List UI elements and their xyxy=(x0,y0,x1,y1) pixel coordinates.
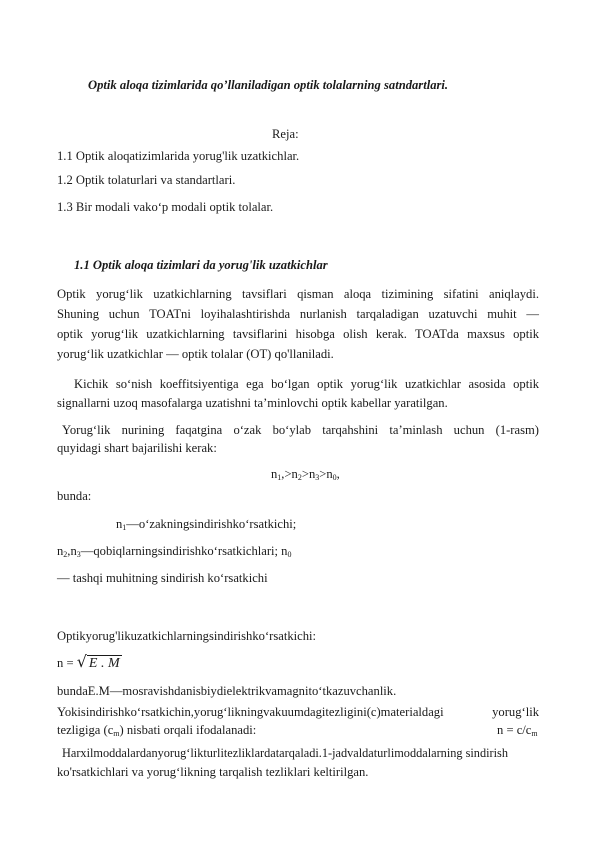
paragraph-line: yorug‘lik uzatkichlar — optik tolalar (OT) qo'llaniladi. xyxy=(57,347,334,361)
speed-formula: $n = c/c_m$ xyxy=(497,723,538,738)
plan-item: 1.3 Bir modali vako‘p modali optik tolalar. xyxy=(57,200,274,214)
paragraph-line: ko'rsatkichlari va yorug‘likning tarqalish tezliklari keltirilgan. xyxy=(57,765,369,779)
paragraph-line: quyidagi shart bajarilishi kerak: xyxy=(57,441,217,455)
plan-item: 1.2 Optik tolaturlari va standartlari. xyxy=(57,173,236,187)
section-heading: 1.1 Optik aloqa tizimlari da yorug'lik uzatkichlar xyxy=(74,258,328,272)
paragraph-line: tezligiga $(c_m)$ nisbati orqali ifodalanadi: xyxy=(57,723,257,738)
condition-formula: $n_1,>n_2>n_3>n_0$, xyxy=(271,467,340,482)
refraction-formula: n = √ E . M xyxy=(57,652,120,671)
formula-note: bundaE.M—mosravishdanisbiydielektrikvamagnito‘tkazuvchanlik. xyxy=(57,684,397,698)
paragraph-line: Optik yorug‘lik uzatkichlarning tavsiflari qisman aloqa tizimining sifatini aniqlaydi. xyxy=(57,287,539,301)
paragraph-line: Kichik so‘nish koeffitsiyentiga ega bo‘lgan optik yorug‘lik uzatkichlar asosida optik xyxy=(74,377,539,391)
paragraph-line: signallarni uzoq masofalarga uzatishni ta’minlovchi optik kabellar yaratilgan. xyxy=(57,396,448,410)
sqrt-symbol: √ xyxy=(76,652,87,671)
plan-item: 1.1 Optik aloqatizimlarida yorug'lik uzatkichlar. xyxy=(57,149,300,163)
paragraph-line: Harxilmoddalardanyorug‘likturlitezliklardatarqaladi.1-jadvaldaturlimoddalarning sindirish xyxy=(62,746,508,760)
bunda-label: bunda: xyxy=(57,489,92,503)
definition-n1: $n_1—o‘zakningsindirishko‘rsatkichi$; xyxy=(116,517,297,532)
paragraph-line: optik yorug‘lik uzatkichlarning tavsiflarini hisobga olish kerak. TOATda maxsus optik xyxy=(57,327,539,341)
document-title: Optik aloqa tizimlarida qo’llaniladigan optik tolalarning satndartlari. xyxy=(88,78,449,92)
paragraph-line: Shuning uchun TOATni loyihalashtirishda nurlanish tarqaladigan uzatuvchi muhit — xyxy=(57,307,539,321)
definition-n0: — tashqi muhitning sindirish ko‘rsatkichi xyxy=(57,571,268,585)
definition-n2-n3: $n_2,n_3—qobiqlarningsindirishko‘rsatkichlari$; $n_0$ xyxy=(57,544,292,559)
paragraph-line: Yorug‘lik nurining faqatgina o‘zak bo‘ylab tarqahshini ta’minlash uchun (1-rasm) xyxy=(62,423,539,437)
paragraph-line: Yokisindirishko‘rsatkichin,yorug‘likningvakuumdagitezligini(c)materialdagi yorug‘lik xyxy=(57,705,539,719)
formula-label: Optikyorug'likuzatkichlarningsindirishko‘rsatkichi: xyxy=(57,629,316,643)
plan-heading: Reja: xyxy=(272,127,299,141)
